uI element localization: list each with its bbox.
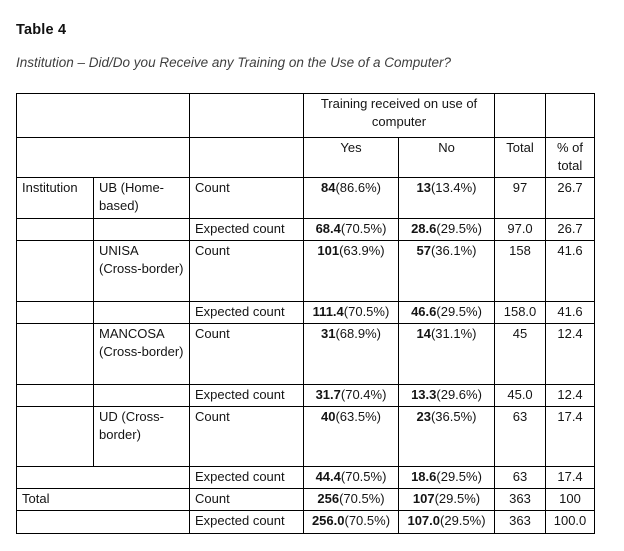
empty-cell [17, 241, 94, 302]
table-row [17, 467, 595, 489]
table-row [17, 324, 595, 385]
pct-value-cell: 26.7 [546, 219, 595, 241]
no-value-cell: 13(13.4%) [399, 178, 495, 219]
empty-cell [190, 138, 304, 178]
no-value-cell: 13.3(29.6%) [399, 385, 495, 407]
total-value-cell: 45 [495, 324, 546, 385]
table-row [17, 489, 595, 511]
count-label-cell: Count [190, 489, 304, 511]
institution-name-cell: UD (Cross-border) [94, 407, 190, 467]
count-label-cell: Count [190, 407, 304, 467]
pct-value-cell: 41.6 [546, 241, 595, 302]
total-value-cell: 97 [495, 178, 546, 219]
count-label-cell: Count [190, 178, 304, 219]
total-value-cell: 63 [495, 407, 546, 467]
yes-value-cell: 84(86.6%) [304, 178, 399, 219]
col-header-yes: Yes [304, 138, 399, 178]
yes-value-cell: 111.4(70.5%) [304, 302, 399, 324]
col-header-pct: % of total [546, 138, 595, 178]
total-value-cell: 158.0 [495, 302, 546, 324]
empty-cell [94, 385, 190, 407]
total-value-cell: 158 [495, 241, 546, 302]
institution-name-cell: UNISA (Cross-border) [94, 241, 190, 302]
expected-label-cell: Expected count [190, 219, 304, 241]
institution-name-cell: UB (Home-based) [94, 178, 190, 219]
pct-value-cell: 26.7 [546, 178, 595, 219]
col-header-total: Total [495, 138, 546, 178]
empty-cell [17, 219, 94, 241]
corner-empty-cell [17, 94, 190, 138]
no-value-cell: 23(36.5%) [399, 407, 495, 467]
no-value-cell: 18.6(29.5%) [399, 467, 495, 489]
pct-value-cell: 12.4 [546, 324, 595, 385]
no-value-cell: 28.6(29.5%) [399, 219, 495, 241]
no-value-cell: 46.6(29.5%) [399, 302, 495, 324]
table-row [17, 511, 595, 534]
empty-cell [17, 467, 190, 489]
table-row [17, 302, 595, 324]
pct-value-cell: 12.4 [546, 385, 595, 407]
empty-cell [546, 94, 595, 138]
empty-cell [17, 385, 94, 407]
empty-cell [17, 324, 94, 385]
yes-value-cell: 68.4(70.5%) [304, 219, 399, 241]
pct-value-cell: 100.0 [546, 511, 595, 534]
empty-cell [94, 219, 190, 241]
row-header-institution: Institution [17, 178, 94, 219]
total-row-header: Total [17, 489, 190, 511]
no-value-cell: 107(29.5%) [399, 489, 495, 511]
count-label-cell: Count [190, 324, 304, 385]
expected-label-cell: Expected count [190, 302, 304, 324]
expected-label-cell: Expected count [190, 467, 304, 489]
no-value-cell: 57(36.1%) [399, 241, 495, 302]
no-value-cell: 107.0(29.5%) [399, 511, 495, 534]
yes-value-cell: 101(63.9%) [304, 241, 399, 302]
pct-value-cell: 17.4 [546, 407, 595, 467]
crosstab-table [16, 93, 595, 534]
col-header-no: No [399, 138, 495, 178]
expected-label-cell: Expected count [190, 511, 304, 534]
table-row [17, 178, 595, 219]
empty-cell [17, 407, 94, 467]
yes-value-cell: 44.4(70.5%) [304, 467, 399, 489]
empty-cell [94, 302, 190, 324]
empty-cell [495, 94, 546, 138]
empty-cell [17, 138, 190, 178]
yes-value-cell: 31(68.9%) [304, 324, 399, 385]
institution-name-cell: MANCOSA (Cross-border) [94, 324, 190, 385]
pct-value-cell: 17.4 [546, 467, 595, 489]
table-row [17, 407, 595, 467]
count-label-cell: Count [190, 241, 304, 302]
empty-cell [190, 94, 304, 138]
total-value-cell: 363 [495, 489, 546, 511]
table-row [17, 219, 595, 241]
pct-value-cell: 100 [546, 489, 595, 511]
yes-value-cell: 40(63.5%) [304, 407, 399, 467]
yes-value-cell: 256(70.5%) [304, 489, 399, 511]
yes-value-cell: 256.0(70.5%) [304, 511, 399, 534]
expected-label-cell: Expected count [190, 385, 304, 407]
total-value-cell: 45.0 [495, 385, 546, 407]
pct-value-cell: 41.6 [546, 302, 595, 324]
yes-value-cell: 31.7(70.4%) [304, 385, 399, 407]
page-subtitle: Institution – Did/Do you Receive any Training on the Use of a Computer? [16, 55, 451, 70]
table-row [17, 241, 595, 302]
total-value-cell: 97.0 [495, 219, 546, 241]
table-row [17, 385, 595, 407]
no-value-cell: 14(31.1%) [399, 324, 495, 385]
span-header-cell: Training received on use of computer [304, 94, 495, 138]
page-title: Table 4 [16, 22, 67, 38]
empty-cell [17, 511, 190, 534]
empty-cell [17, 302, 94, 324]
total-value-cell: 63 [495, 467, 546, 489]
total-value-cell: 363 [495, 511, 546, 534]
